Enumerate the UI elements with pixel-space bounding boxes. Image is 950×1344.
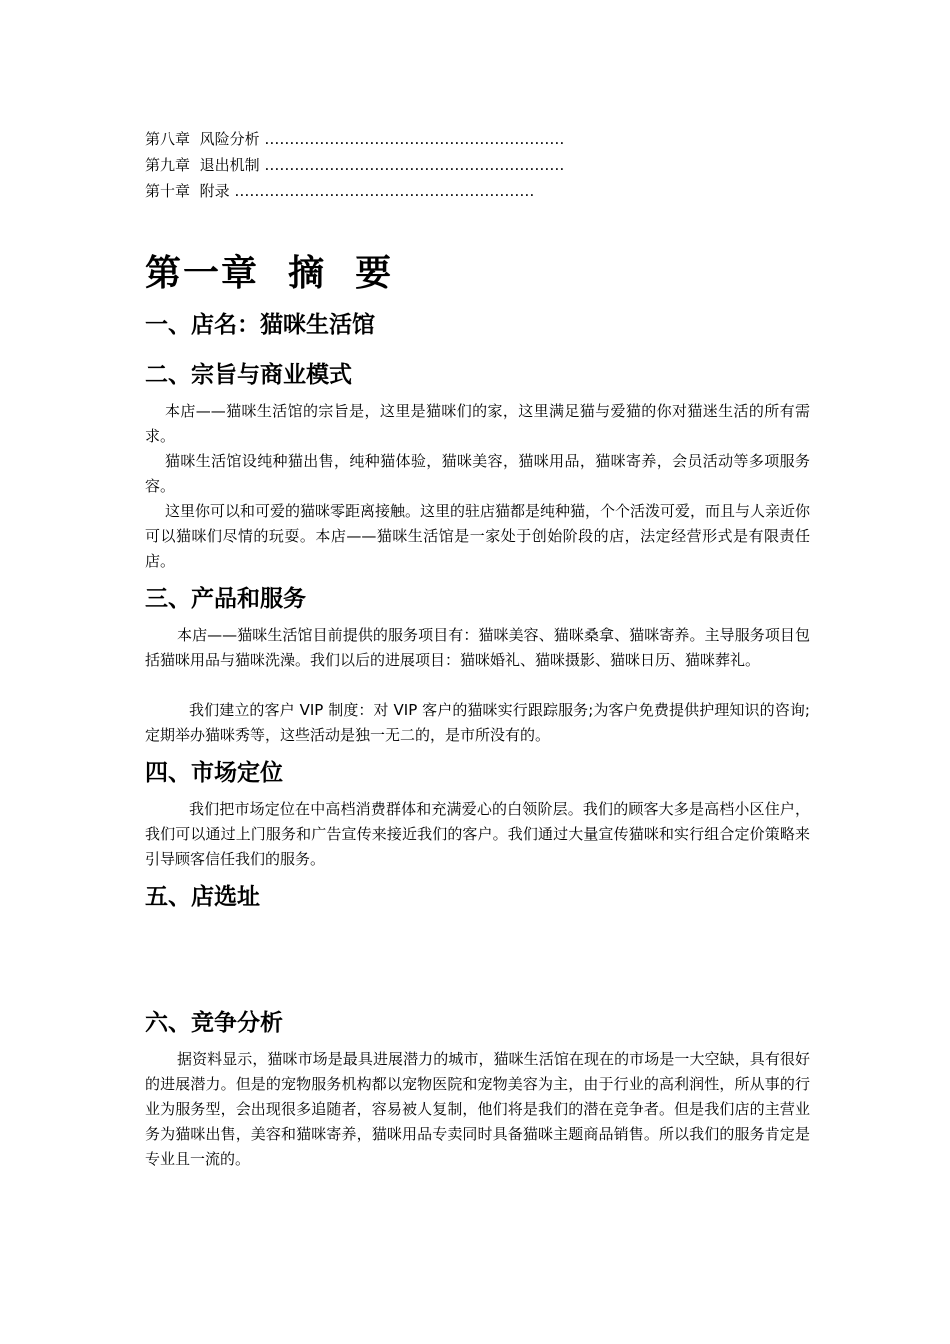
section-heading-competition: 六、竞争分析 xyxy=(145,1010,283,1036)
toc-entry[interactable] xyxy=(145,152,810,178)
toc-entry[interactable] xyxy=(145,178,810,204)
table-of-contents xyxy=(145,126,810,204)
paragraph: 猫咪生活馆设纯种猫出售，纯种猫体验，猫咪美容，猫咪用品，猫咪寄养，会员活动等多项服务容。 xyxy=(145,452,810,495)
toc-chapter: 第九章 xyxy=(145,156,191,174)
section-heading-market: 四、市场定位 xyxy=(145,760,283,786)
toc-chapter: 第八章 xyxy=(145,130,191,148)
paragraph: 本店——猫咪生活馆的宗旨是，这里是猫咪们的家，这里满足猫与爱猫的你对猫迷生活的所有需求。 xyxy=(145,402,810,445)
toc-leader-dots: …………………………………………………… xyxy=(264,130,565,148)
toc-chapter: 第十章 xyxy=(145,182,191,200)
toc-leader-dots: …………………………………………………… xyxy=(264,156,565,174)
toc-title: 退出机制 xyxy=(199,156,260,174)
paragraph: 我们建立的客户 VIP 制度：对 VIP 客户的猫咪实行跟踪服务;为客户免费提供护理知识的咨询;定期举办猫咪秀等，这些活动是独一无二的，是市所没有的。 xyxy=(145,701,810,744)
section-heading-store-name: 一、店名：猫咪生活馆 xyxy=(145,312,375,338)
paragraph: 本店——猫咪生活馆目前提供的服务项目有：猫咪美容、猫咪桑拿、猫咪寄养。主导服务项目包括猫咪用品与猫咪洗澡。我们以后的进展项目：猫咪婚礼、猫咪摄影、猫咪日历、猫咪葬礼。 xyxy=(145,626,810,669)
paragraph: 据资料显示，猫咪市场是最具进展潜力的城市，猫咪生活馆在现在的市场是一大空缺，具有很好的进展潜力。但是的宠物服务机构都以宠物医院和宠物美容为主，由于行业的高利润性，所从事的行业为服务型，会出现很多追随者，容易被人复制，他们将是我们的潜在竞争者。但是我们店的主营业务为猫咪出售，美容和猫咪寄养，猫咪用品专卖同时具备猫咪主题商品销售。所以我们的服务肯定是专业且一流的。 xyxy=(145,1050,810,1168)
section-heading-location: 五、店选址 xyxy=(145,884,260,910)
section-heading-products: 三、产品和服务 xyxy=(145,586,306,612)
paragraph: 我们把市场定位在中高档消费群体和充满爱心的白领阶层。我们的顾客大多是高档小区住户，我们可以通过上门服务和广告宣传来接近我们的客户。我们通过大量宣传猫咪和实行组合定价策略来引导顾客信任我们的服务。 xyxy=(145,800,810,868)
section-heading-mission: 二、宗旨与商业模式 xyxy=(145,362,352,388)
toc-leader-dots: …………………………………………………… xyxy=(234,182,535,200)
toc-title: 风险分析 xyxy=(199,130,260,148)
toc-title: 附录 xyxy=(199,182,230,200)
paragraph: 这里你可以和可爱的猫咪零距离接触。这里的驻店猫都是纯种猫，个个活泼可爱，而且与人亲近你可以猫咪们尽情的玩耍。本店——猫咪生活馆是一家处于创始阶段的店，法定经营形式是有限责任店。 xyxy=(145,502,811,570)
chapter-title: 第一章 摘 要 xyxy=(145,253,394,294)
toc-entry[interactable] xyxy=(145,126,810,152)
